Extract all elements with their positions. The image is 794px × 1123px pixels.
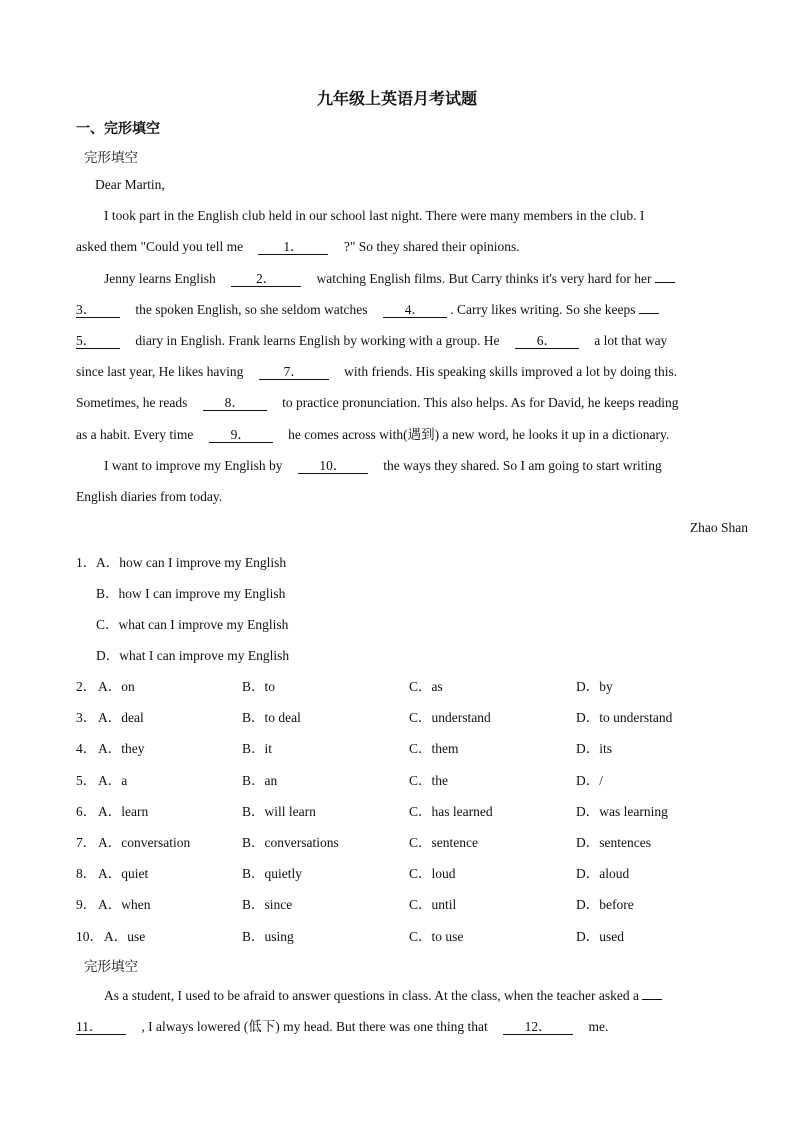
passage-line <box>76 394 748 412</box>
passage-text: me. <box>588 1019 609 1034</box>
passage-line: I took part in the English club held in our school last night. There were many members in the club. I <box>104 208 645 223</box>
question-number: 1． <box>76 555 97 570</box>
blank-8: 8． <box>203 395 267 411</box>
option-c: C．sentence <box>409 835 478 850</box>
question-number: 5． <box>76 773 97 788</box>
option-b: B．quietly <box>242 866 302 881</box>
question-number: 9． <box>76 897 97 912</box>
passage-line <box>104 457 748 475</box>
question-number: 3． <box>76 710 97 725</box>
blank-4: 4． <box>383 302 447 318</box>
passage-text: Sometimes, he reads <box>76 395 188 410</box>
option-a: A．on <box>98 679 135 694</box>
blank-5: 5． <box>76 333 120 349</box>
option-b: B．using <box>242 929 294 944</box>
letter-greeting: Dear Martin, <box>95 177 165 192</box>
passage-line <box>104 987 748 1005</box>
blank-2: 2． <box>231 271 301 287</box>
option-d: D．its <box>576 741 613 756</box>
passage-text: I want to improve my English by <box>104 458 283 473</box>
question-number: 7． <box>76 835 97 850</box>
passage-text: ?" So they shared their opinions. <box>343 239 520 254</box>
option-d: D．by <box>576 679 613 694</box>
option-a: A．they <box>98 741 145 756</box>
passage-line <box>76 238 748 256</box>
question-number: 4． <box>76 741 97 756</box>
passage-text: asked them "Could you tell me <box>76 239 244 254</box>
option-d: D．aloud <box>576 866 630 881</box>
letter-signature: Zhao Shan <box>689 520 748 535</box>
passage-line <box>76 332 748 350</box>
option-a: A．when <box>98 897 151 912</box>
passage-text: the spoken English, so she seldom watches <box>135 302 368 317</box>
question-number: 6． <box>76 804 97 819</box>
passage-text: he comes across with(遇到) a new word, he looks it up in a dictionary. <box>288 427 670 442</box>
blank-1: 1． <box>258 239 328 255</box>
option-a: A．use <box>104 929 146 944</box>
option-c: C．as <box>409 679 443 694</box>
passage-line: English diaries from today. <box>76 489 223 504</box>
option-c: C．until <box>409 897 457 912</box>
option-c: C．what can I improve my English <box>96 617 289 632</box>
option-c: C．understand <box>409 710 491 725</box>
passage-line <box>76 426 748 444</box>
subsection-label: 完形填空 <box>84 959 138 975</box>
option-c: C．to use <box>409 929 464 944</box>
option-d: D．before <box>576 897 634 912</box>
option-a: A．how can I improve my English <box>96 555 287 570</box>
passage-line <box>76 301 748 319</box>
passage-text: the ways they shared. So I am going to start writing <box>383 458 662 473</box>
subsection-label: 完形填空 <box>84 150 138 166</box>
passage-line <box>104 270 748 288</box>
passage-text: to practice pronunciation. This also helps. As for David, he keeps reading <box>282 395 679 410</box>
blank-5-start <box>639 313 659 314</box>
passage-text: with friends. His speaking skills improved a lot by doing this. <box>344 364 678 379</box>
section-heading: 一、完形填空 <box>76 121 160 137</box>
option-a: A．learn <box>98 804 149 819</box>
blank-3-start <box>655 282 675 283</box>
passage-text: since last year, He likes having <box>76 364 244 379</box>
option-a: A．conversation <box>98 835 191 850</box>
option-a: A．quiet <box>98 866 149 881</box>
option-c: C．has learned <box>409 804 493 819</box>
option-c: C．loud <box>409 866 456 881</box>
blank-11: 11． <box>76 1019 126 1035</box>
option-b: B．to deal <box>242 710 301 725</box>
passage-text: As a student, I used to be afraid to answer questions in class. At the class, when the teacher asked a <box>104 988 639 1003</box>
blank-11-start <box>642 999 662 1000</box>
question-number: 8． <box>76 866 97 881</box>
passage-line <box>76 363 748 381</box>
passage-text: diary in English. Frank learns English by working with a group. He <box>135 333 500 348</box>
option-a: A．deal <box>98 710 144 725</box>
blank-7: 7． <box>259 364 329 380</box>
question-number: 10． <box>76 929 103 944</box>
page-title: 九年级上英语月考试题 <box>316 89 477 108</box>
question-number: 2． <box>76 679 97 694</box>
passage-text: . Carry likes writing. So she keeps <box>450 302 636 317</box>
blank-10: 10． <box>298 458 368 474</box>
option-b: B．since <box>242 897 293 912</box>
option-a: A．a <box>98 773 128 788</box>
passage-line <box>76 1018 748 1036</box>
passage-text: as a habit. Every time <box>76 427 194 442</box>
blank-12: 12． <box>503 1019 573 1035</box>
blank-6: 6． <box>515 333 579 349</box>
option-b: B．to <box>242 679 276 694</box>
option-d: D．what I can improve my English <box>96 648 290 663</box>
passage-text: , I always lowered (低下) my head. But there was one thing that <box>141 1019 488 1034</box>
option-c: C．the <box>409 773 448 788</box>
blank-3: 3． <box>76 302 120 318</box>
option-b: B．it <box>242 741 273 756</box>
option-b: B．will learn <box>242 804 316 819</box>
passage-text: watching English films. But Carry thinks it's very hard for her <box>316 271 652 286</box>
passage-text: Jenny learns English <box>104 271 216 286</box>
option-b: B．an <box>242 773 278 788</box>
option-b: B．conversations <box>242 835 339 850</box>
blank-9: 9． <box>209 427 273 443</box>
option-d: D．was learning <box>576 804 668 819</box>
option-d: D．used <box>576 929 624 944</box>
option-c: C．them <box>409 741 459 756</box>
passage-text: a lot that way <box>594 333 668 348</box>
option-d: D．sentences <box>576 835 651 850</box>
option-b: B．how I can improve my English <box>96 586 286 601</box>
option-d: D．/ <box>576 773 603 788</box>
option-d: D．to understand <box>576 710 673 725</box>
